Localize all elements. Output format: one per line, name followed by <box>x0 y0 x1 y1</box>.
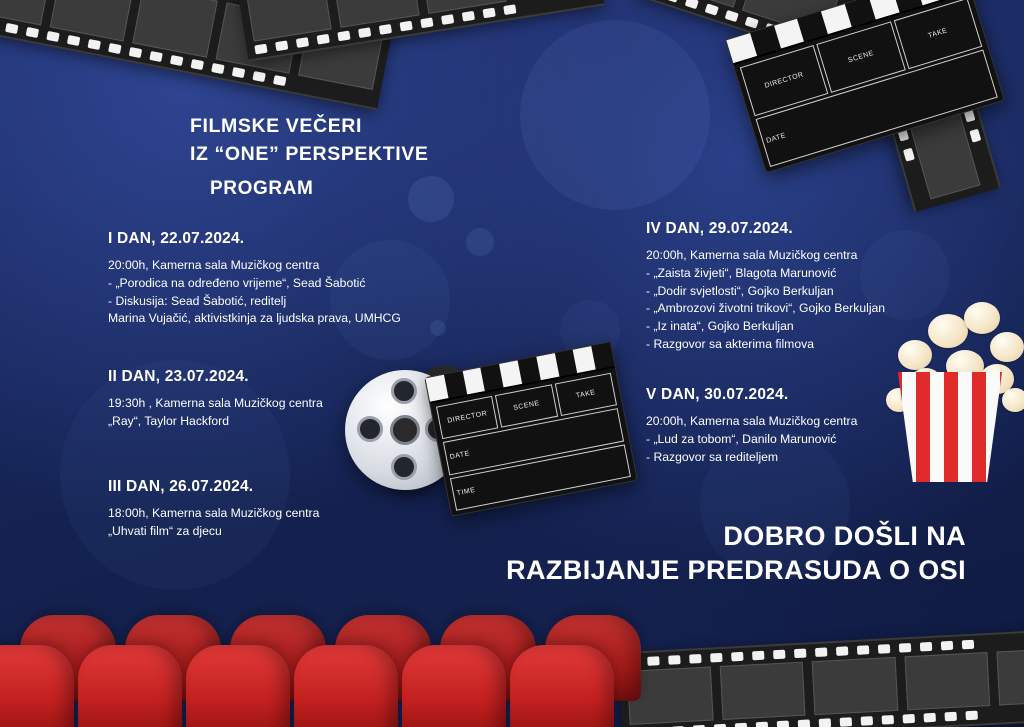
clapper-field-director: DIRECTOR <box>740 45 829 116</box>
popcorn-box <box>888 372 1012 482</box>
day-detail-line: - „Zaista živjeti“, Blagota Marunović <box>646 265 837 280</box>
day-detail-line: 18:00h, Kamerna sala Muzičkog centra <box>108 506 320 520</box>
day-detail-line: - „Lud za tobom“, Danilo Marunović <box>646 431 837 446</box>
program-day-2 <box>108 368 323 431</box>
popcorn-icon <box>880 292 1024 482</box>
popcorn-kernel <box>990 332 1024 362</box>
bokeh-circle <box>520 20 710 210</box>
day-detail-line: 20:00h, Kamerna sala Muzičkog centra <box>646 414 858 428</box>
clapper-field-date: DATE <box>755 49 997 167</box>
day-detail-line: Marina Vujačić, aktivistkinja za ljudska prava, UMHCG <box>108 311 401 326</box>
day-detail-line: - „Dodir svjetlosti“, Gojko Berkuljan <box>646 283 834 298</box>
film-reel-hub <box>390 415 420 445</box>
day-details <box>646 247 885 354</box>
bokeh-circle <box>430 320 446 336</box>
day-details <box>108 505 319 541</box>
bokeh-circle <box>466 228 494 256</box>
clapper-field-director: DIRECTOR <box>436 396 499 440</box>
day-detail-line: 19:30h , Kamerna sala Muzičkog centra <box>108 396 323 410</box>
cinema-seat <box>186 645 290 727</box>
clapper-field-take: TAKE <box>893 0 982 69</box>
clapper-field-date: DATE <box>443 408 624 475</box>
day-detail-line: - Razgovor sa rediteljem <box>646 449 779 464</box>
day-details <box>108 395 323 431</box>
day-detail-line: „Ray“, Taylor Hackford <box>108 413 230 428</box>
program-label: PROGRAM <box>210 178 314 199</box>
program-day-3 <box>108 478 319 541</box>
cinema-seat <box>510 645 614 727</box>
clapper-field-take: TAKE <box>554 373 617 417</box>
clapper-field-time: TIME <box>450 444 631 511</box>
cinema-seat <box>78 645 182 727</box>
popcorn-kernel <box>1002 388 1024 412</box>
day-details <box>108 257 401 328</box>
day-detail-line: - „Ambrozovi životni trikovi“, Gojko Berkuljan <box>646 301 886 316</box>
program-day-4 <box>646 220 885 354</box>
cinema-seat <box>294 645 398 727</box>
welcome-message <box>506 520 966 588</box>
clapperboard-icon <box>424 341 638 517</box>
welcome-line-2: RAZBIJANJE PREDRASUDA O OSI <box>506 554 966 585</box>
popcorn-kernel <box>898 340 932 370</box>
day-detail-line: „Uhvati film“ za djecu <box>108 523 222 538</box>
day-heading: II DAN, 23.07.2024. <box>108 368 249 385</box>
day-detail-line: 20:00h, Kamerna sala Muzičkog centra <box>108 258 320 272</box>
clapper-field-scene: SCENE <box>495 384 558 428</box>
day-heading: IV DAN, 29.07.2024. <box>646 220 793 237</box>
film-reel-hole <box>357 416 383 442</box>
program-day-5 <box>646 386 857 466</box>
program-day-1 <box>108 230 401 328</box>
day-heading: V DAN, 30.07.2024. <box>646 386 789 403</box>
cinema-seat <box>402 645 506 727</box>
day-detail-line: - „Porodica na određeno vrijeme“, Sead Šabotić <box>108 275 366 290</box>
bokeh-circle <box>408 176 454 222</box>
day-detail-line: - Diskusija: Sead Šabotić, reditelj <box>108 293 287 308</box>
welcome-line-1: DOBRO DOŠLI NA <box>723 521 966 551</box>
clapper-field-scene: SCENE <box>817 21 906 92</box>
day-heading: III DAN, 26.07.2024. <box>108 478 254 495</box>
day-detail-line: - Razgovor sa akterima filmova <box>646 337 814 352</box>
popcorn-kernel <box>928 314 968 348</box>
popcorn-kernel <box>964 302 1000 334</box>
day-detail-line: - „Iz inata“, Gojko Berkuljan <box>646 319 794 334</box>
day-details <box>646 413 857 466</box>
title-line-1: FILMSKE VEČERI <box>190 115 362 137</box>
film-reel-hole <box>391 378 417 404</box>
page-title <box>190 112 428 169</box>
title-line-2: IZ “ONE” PERSPEKTIVE <box>190 143 429 166</box>
cinema-seats-graphic <box>0 611 680 727</box>
cinema-seat <box>0 645 74 727</box>
day-detail-line: 20:00h, Kamerna sala Muzičkog centra <box>646 248 858 262</box>
day-heading: I DAN, 22.07.2024. <box>108 230 245 247</box>
film-reel-hole <box>391 454 417 480</box>
